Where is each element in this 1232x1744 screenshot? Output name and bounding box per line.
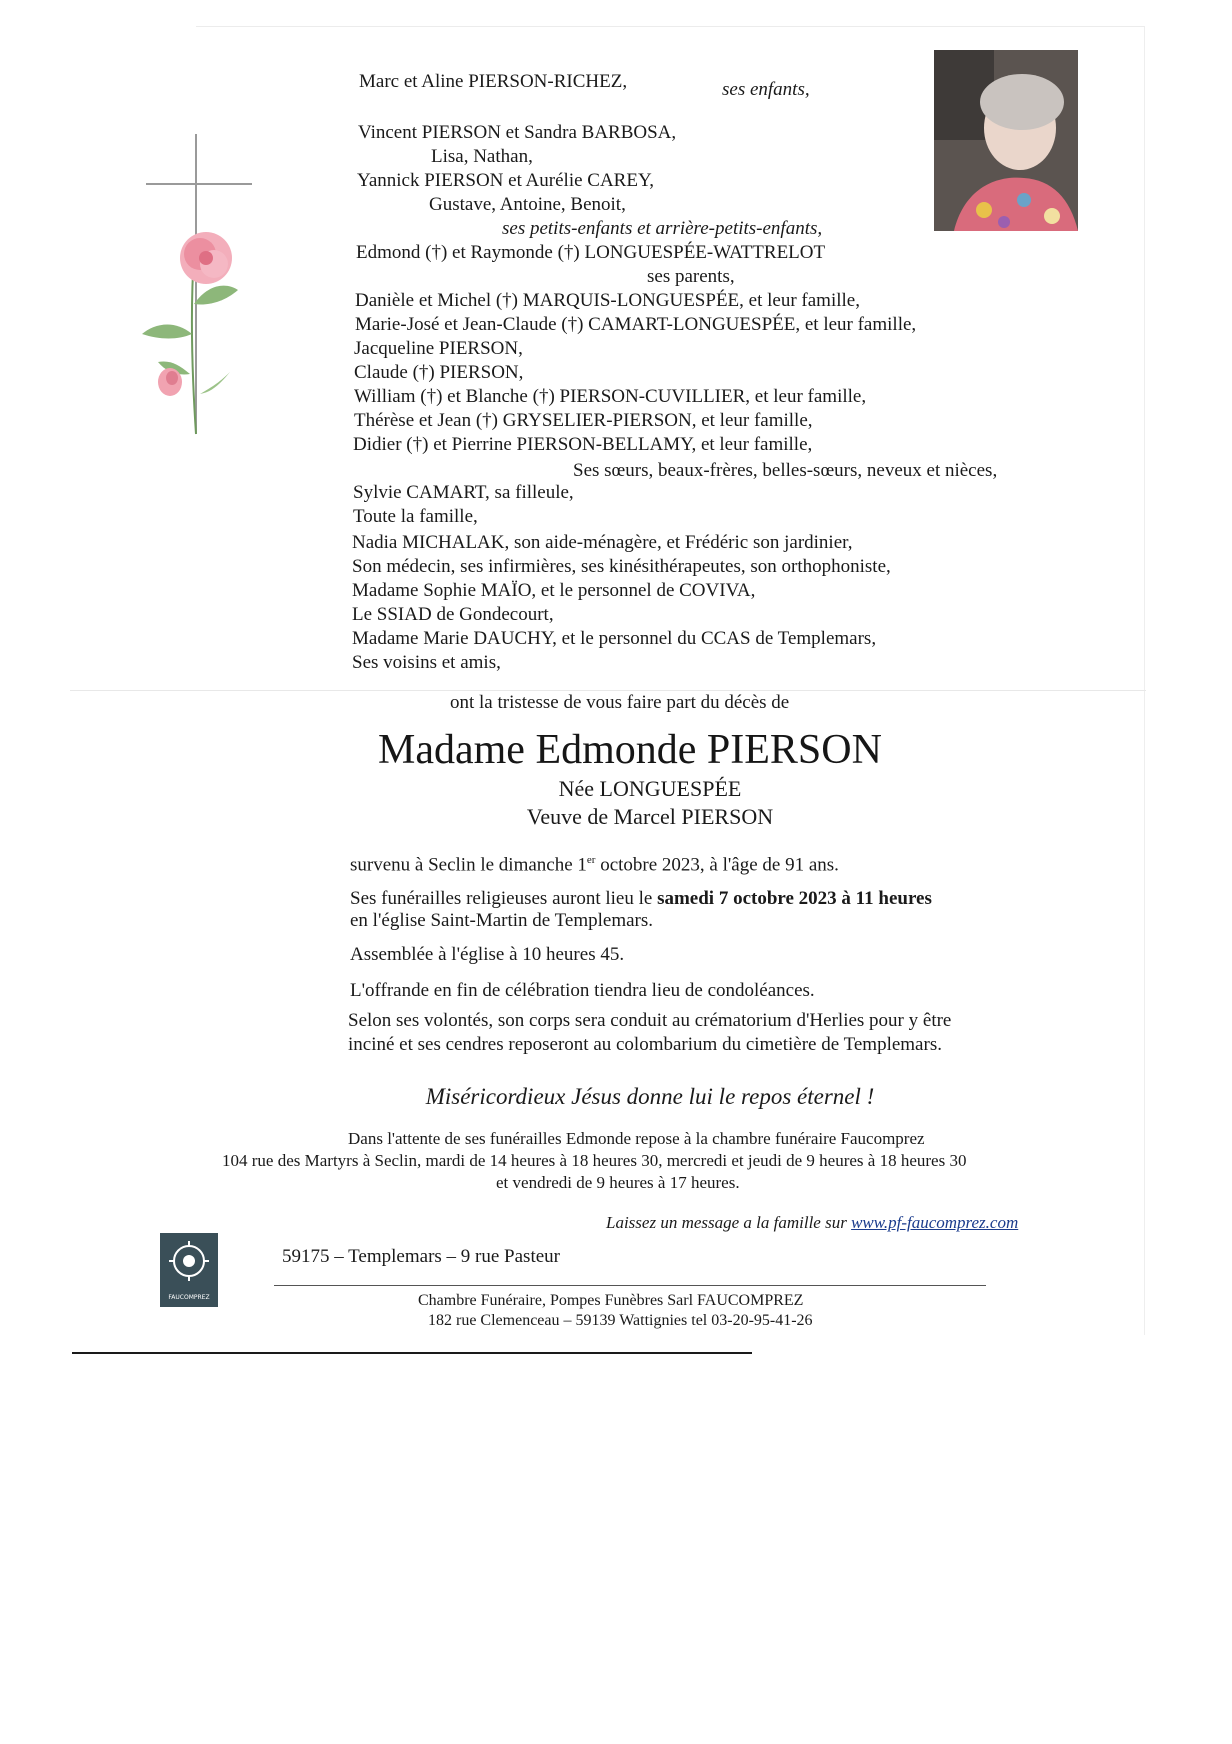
family-line: Toute la famille, xyxy=(353,506,478,527)
offering-info: L'offrande en fin de célébration tiendra lieu de condoléances. xyxy=(350,980,815,1001)
death-notice: survenu à Seclin le dimanche 1er octobre 2023, à l'âge de 91 ans. xyxy=(350,854,839,876)
family-line: Le SSIAD de Gondecourt, xyxy=(352,604,554,625)
announcement: ont la tristesse de vous faire part du décès de xyxy=(450,692,790,713)
family-line: Jacqueline PIERSON, xyxy=(354,338,523,359)
website-link[interactable]: www.pf-faucomprez.com xyxy=(851,1213,1019,1232)
company-address: 182 rue Clemenceau – 59139 Wattignies tel 03-20-95-41-26 xyxy=(428,1312,813,1329)
church-info: en l'église Saint-Martin de Templemars. xyxy=(350,910,654,931)
scan-edge-line xyxy=(72,1352,752,1354)
cremation-info: inciné et ses cendres reposeront au colombarium du cimetière de Templemars. xyxy=(348,1034,942,1055)
rest-info: Dans l'attente de ses funérailles Edmonde repose à la chambre funéraire Faucomprez xyxy=(348,1129,925,1148)
message-line: Laissez un message a la famille sur www.pf-faucomprez.com xyxy=(606,1213,1019,1232)
family-line: William (†) et Blanche (†) PIERSON-CUVILLIER, et leur famille, xyxy=(354,386,867,407)
family-line: Danièle et Michel (†) MARQUIS-LONGUESPÉE, et leur famille, xyxy=(355,290,860,311)
family-line: Vincent PIERSON et Sandra BARBOSA, xyxy=(358,122,677,143)
family-role: Ses sœurs, beaux-frères, belles-sœurs, neveux et nièces, xyxy=(573,460,998,481)
family-line: Ses voisins et amis, xyxy=(352,652,501,673)
family-line: Marie-José et Jean-Claude (†) CAMART-LONGUESPÉE, et leur famille, xyxy=(355,314,917,335)
company-name: Chambre Funéraire, Pompes Funèbres Sarl FAUCOMPREZ xyxy=(418,1292,804,1309)
family-line: Claude (†) PIERSON, xyxy=(354,362,524,383)
rest-hours: et vendredi de 9 heures à 17 heures. xyxy=(496,1173,740,1192)
family-line: Nadia MICHALAK, son aide-ménagère, et Frédéric son jardinier, xyxy=(352,532,853,553)
rest-hours: 104 rue des Martyrs à Seclin, mardi de 14 heures à 18 heures 30, mercredi et jeudi de 9 heures à 18 heures 30 xyxy=(222,1151,967,1170)
family-line: Yannick PIERSON et Aurélie CAREY, xyxy=(357,170,654,191)
family-line: Madame Marie DAUCHY, et le personnel du CCAS de Templemars, xyxy=(352,628,877,649)
family-line: Lisa, Nathan, xyxy=(431,146,533,167)
family-line: Madame Sophie MAÏO, et le personnel de COVIVA, xyxy=(352,580,756,601)
portrait-photo xyxy=(934,50,1078,231)
family-line: Thérèse et Jean (†) GRYSELIER-PIERSON, et leur famille, xyxy=(354,410,813,431)
widow-of: Veuve de Marcel PIERSON xyxy=(526,804,774,829)
birth-name: Née LONGUESPÉE xyxy=(558,776,742,801)
prayer-motto: Miséricordieux Jésus donne lui le repos éternel ! xyxy=(425,1084,875,1109)
family-line: Edmond (†) et Raymonde (†) LONGUESPÉE-WATTRELOT xyxy=(356,242,826,263)
family-line: Gustave, Antoine, Benoit, xyxy=(429,194,626,215)
deceased-name: Madame Edmonde PIERSON xyxy=(378,727,882,773)
family-line: Sylvie CAMART, sa filleule, xyxy=(353,482,574,503)
family-line: Son médecin, ses infirmières, ses kinésithérapeutes, son orthophoniste, xyxy=(352,556,891,577)
assembly-info: Assemblée à l'église à 10 heures 45. xyxy=(350,944,625,965)
svg-text:FAUCOMPREZ: FAUCOMPREZ xyxy=(168,1294,210,1301)
family-role: ses parents, xyxy=(647,266,735,287)
fold-line xyxy=(70,690,1146,691)
family-line: Didier (†) et Pierrine PIERSON-BELLAMY, et leur famille, xyxy=(353,434,813,455)
family-role: ses petits-enfants et arrière-petits-enfants, xyxy=(502,218,823,239)
address: 59175 – Templemars – 9 rue Pasteur xyxy=(282,1246,560,1267)
cross-rose-illustration xyxy=(134,134,264,439)
family-line: Marc et Aline PIERSON-RICHEZ, xyxy=(359,71,628,92)
funeral-info: Ses funérailles religieuses auront lieu le samedi 7 octobre 2023 à 11 heures xyxy=(350,888,932,909)
cremation-info: Selon ses volontés, son corps sera conduit au crématorium d'Herlies pour y être xyxy=(348,1010,952,1031)
family-role: ses enfants, xyxy=(722,79,810,100)
footer-divider xyxy=(274,1285,986,1286)
funeral-home-logo xyxy=(160,1233,218,1307)
